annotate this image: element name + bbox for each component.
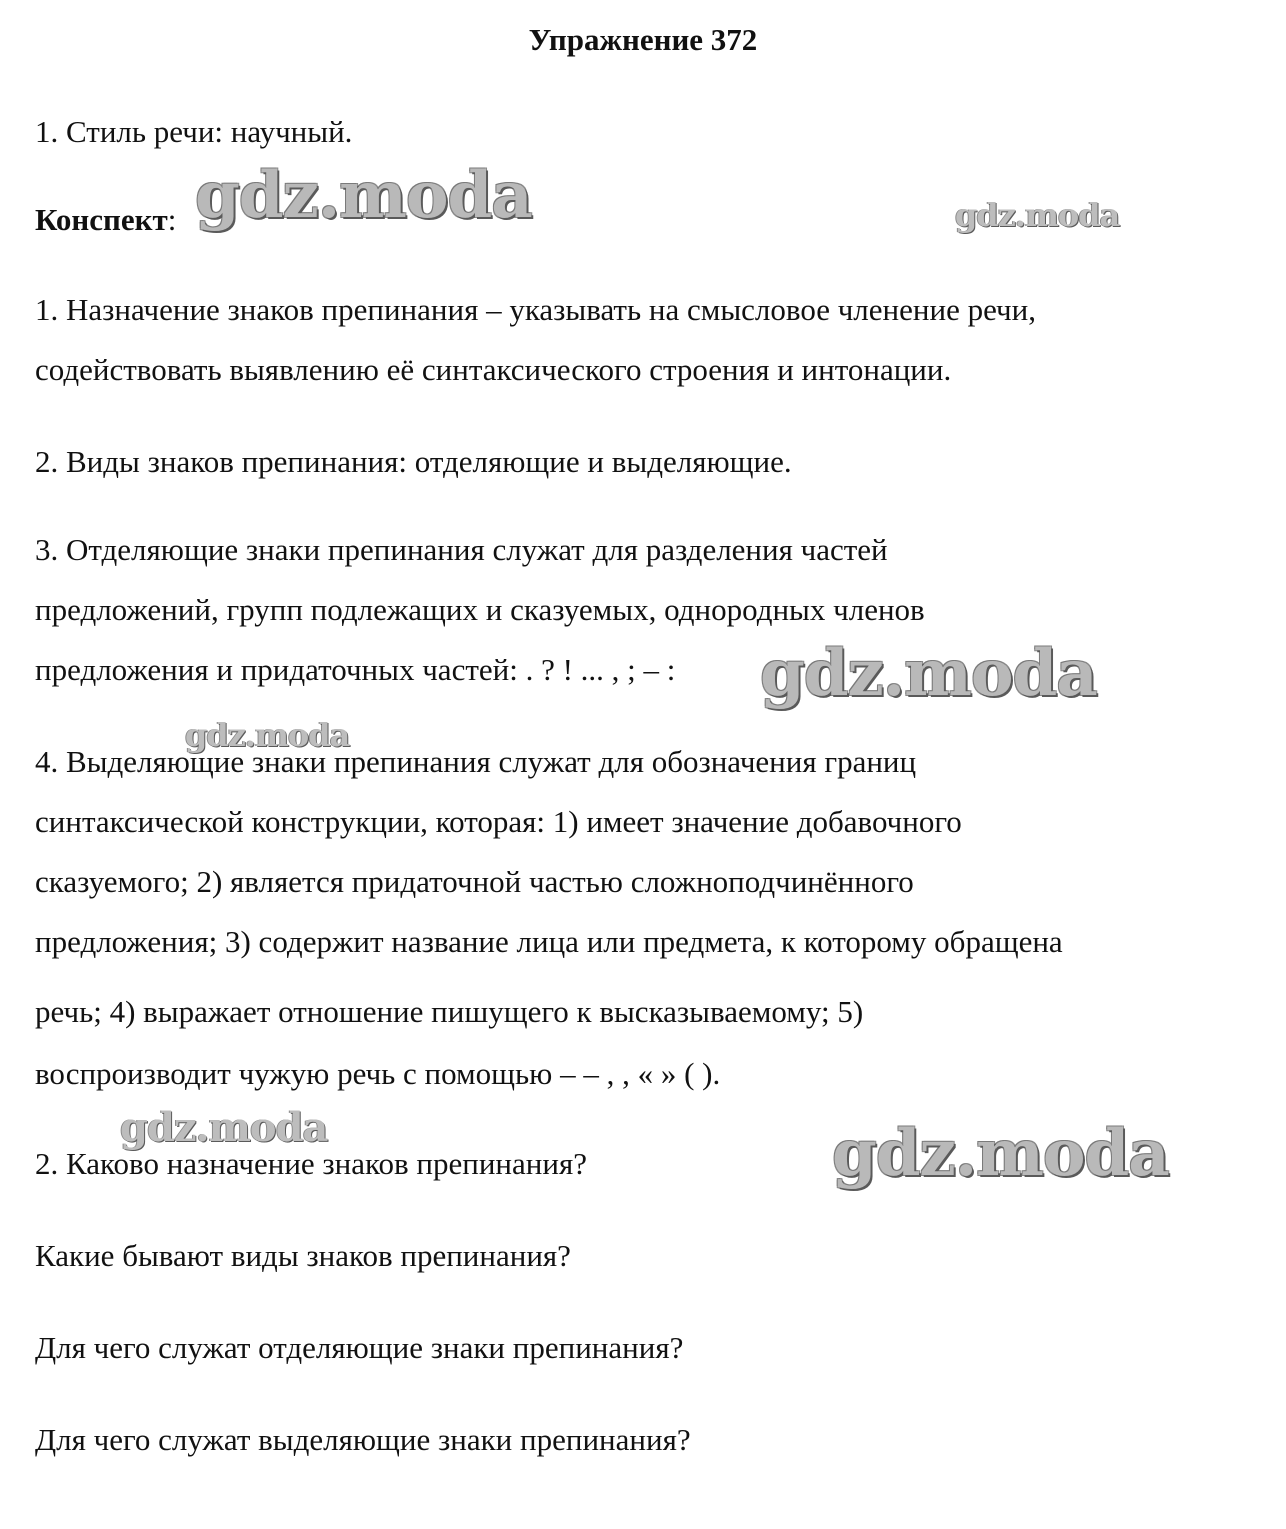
summary-line: воспроизводит чужую речь с помощью – – , , « » ( ). xyxy=(35,1056,721,1091)
question-line: 2. Каково назначение знаков препинания? xyxy=(35,1146,587,1181)
watermark-logo: gdz.moda xyxy=(760,636,1097,711)
watermark-logo: gdz.moda xyxy=(185,716,350,754)
exercise-title: Упражнение 372 xyxy=(528,22,758,57)
summary-line: сказуемого; 2) является придаточной частью сложноподчинённого xyxy=(35,864,914,899)
summary-line: предложения; 3) содержит название лица или предмета, к которому обращена xyxy=(35,924,1063,959)
summary-line: 3. Отделяющие знаки препинания служат для разделения частей xyxy=(35,532,888,567)
summary-line: предложения и придаточных частей: . ? ! ... , ; – : xyxy=(35,652,676,687)
summary-line: 2. Виды знаков препинания: отделяющие и выделяющие. xyxy=(35,444,792,479)
question-line: Для чего служат отделяющие знаки препинания? xyxy=(35,1330,684,1365)
watermark-logo: gdz.moda xyxy=(195,158,532,233)
watermark-logo: gdz.moda xyxy=(120,1104,328,1151)
question-line: Какие бывают виды знаков препинания? xyxy=(35,1238,571,1273)
summary-line: речь; 4) выражает отношение пишущего к высказываемому; 5) xyxy=(35,994,864,1029)
watermark-logo: gdz.moda xyxy=(955,196,1120,234)
speech-style-line: 1. Стиль речи: научный. xyxy=(35,114,353,149)
summary-line: 4. Выделяющие знаки препинания служат для обозначения границ xyxy=(35,744,917,779)
summary-colon: : xyxy=(167,202,177,237)
summary-line: 1. Назначение знаков препинания – указывать на смысловое членение речи, xyxy=(35,292,1036,327)
summary-line: содействовать выявлению её синтаксического строения и интонации. xyxy=(35,352,952,387)
summary-heading xyxy=(35,200,176,240)
watermark-logo: gdz.moda xyxy=(832,1116,1169,1191)
question-line: Для чего служат выделяющие знаки препинания? xyxy=(35,1422,691,1457)
summary-line: синтаксической конструкции, которая: 1) имеет значение добавочного xyxy=(35,804,962,839)
summary-line: предложений, групп подлежащих и сказуемых, однородных членов xyxy=(35,592,925,627)
summary-label: Конспект xyxy=(35,202,168,237)
